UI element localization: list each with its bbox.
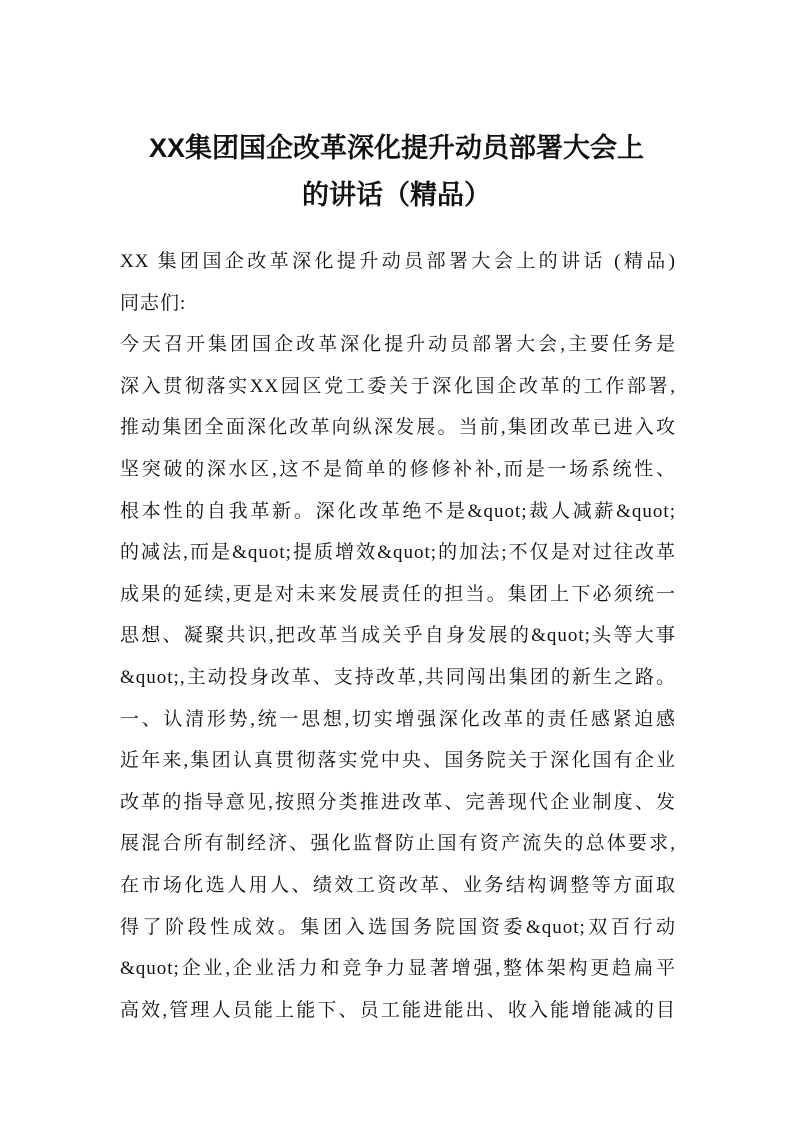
body-line: 根本性的自我革新。深化改革绝不是&quot;裁人减薪&quot; [120,500,676,522]
body-line: 高效,管理人员能上能下、员工能进能出、收入能增能减的目 [120,999,676,1021]
body-line: 展混合所有制经济、强化监督防止国有资产流失的总体要求, [120,833,676,855]
body-line: 的减法,而是&quot;提质增效&quot;的加法;不仅是对过往改革 [120,542,676,564]
body-line: &quot;企业,企业活力和竞争力显著增强,整体架构更趋扁平 [120,958,676,980]
document-title-line-1: XX集团国企改革深化提升动员部署大会上 [148,133,645,163]
section-heading: 一、认清形势,统一思想,切实增强深化改革的责任感紧迫感 [120,708,676,730]
body-line: 成果的延续,更是对未来发展责任的担当。集团上下必须统一 [120,583,676,605]
body-line: 改革的指导意见,按照分类推进改革、完善现代企业制度、发 [120,791,676,813]
body-line: XX 集团国企改革深化提升动员部署大会上的讲话 (精品) [120,251,676,272]
body-line: 推动集团全面深化改革向纵深发展。当前,集团改革已进入攻 [120,417,676,439]
body-line: 今天召开集团国企改革深化提升动员部署大会,主要任务是 [120,334,676,356]
body-line: 得了阶段性成效。集团入选国务院国资委&quot;双百行动 [120,916,676,938]
document-title-line-2: 的讲话（精品） [302,180,491,210]
body-line: 深入贯彻落实XX园区党工委关于深化国企改革的工作部署, [120,375,676,397]
salutation: 同志们: [120,292,187,314]
body-line: 近年来,集团认真贯彻落实党中央、国务院关于深化国有企业 [120,750,676,772]
body-line: 坚突破的深水区,这不是简单的修修补补,而是一场系统性、 [120,458,676,480]
body-line: 在市场化选人用人、绩效工资改革、业务结构调整等方面取 [120,874,676,896]
body-line: 思想、凝聚共识,把改革当成关乎自身发展的&quot;头等大事 [120,625,676,647]
body-line: &quot;,主动投身改革、支持改革,共同闯出集团的新生之路。 [120,666,676,688]
document-body [120,241,676,1031]
